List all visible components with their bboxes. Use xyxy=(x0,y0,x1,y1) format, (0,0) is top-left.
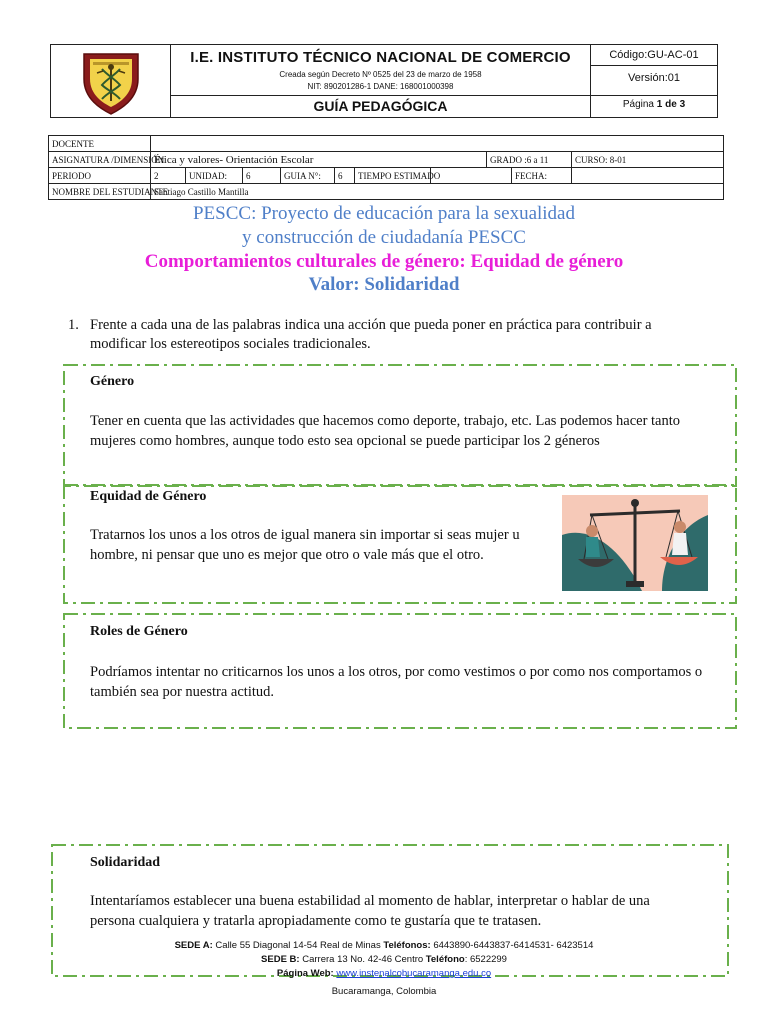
document-type: GUÍA PEDAGÓGICA xyxy=(313,98,448,114)
institution-name: I.E. INSTITUTO TÉCNICO NACIONAL DE COMERCIO xyxy=(190,49,571,66)
question-1 xyxy=(68,316,708,354)
footer-web: Página Web: www.instenalcobucaramanga.edu.co xyxy=(276,968,492,979)
gender-equality-scale-illustration xyxy=(562,495,708,591)
docente-value xyxy=(151,136,724,152)
row-periodo xyxy=(49,168,724,184)
valor-title: Valor: Solidaridad xyxy=(308,274,460,295)
answer-box-equidad xyxy=(62,483,738,605)
box-text[interactable]: Tratarnos los unos a los otros de igual manera sin importar si seas mujer u hombre, ni pensar que uno es mejor que otro o vale más que el otro. xyxy=(90,527,520,563)
guia-label: GUIA N°: xyxy=(281,168,335,184)
grado-label: GRADO :6 a 11 xyxy=(487,152,572,168)
tiempo-value xyxy=(431,168,512,184)
box-text[interactable]: Podríamos intentar no criticarnos los unos a los otros, por como vestimos o por como nos comportamos o también sea por nuestra actitud. xyxy=(90,664,703,700)
question-number: 1. xyxy=(68,317,79,333)
document-header xyxy=(50,44,718,118)
footer-sede-a: SEDE A: Calle 55 Diagonal 14-54 Real de Minas Teléfonos: 6443890-6443837-6414531- 6423514 xyxy=(174,940,594,951)
document-code: Código:GU-AC-01 xyxy=(609,49,699,61)
fecha-label: FECHA: xyxy=(512,168,572,184)
box-text[interactable]: Intentaríamos establecer una buena estabilidad al momento de hablar, interpretar o hablar de una persona cualquiera y tratarla apropiadamente como te gustaría que te tratasen. xyxy=(90,893,650,929)
unidad-label: UNIDAD: xyxy=(186,168,243,184)
title-line-2: y construcción de ciudadanía PESCC xyxy=(242,227,526,248)
page-number: Página 1 de 3 xyxy=(622,99,686,110)
box-text[interactable]: Tener en cuenta que las actividades que hacemos como deporte, trabajo, etc. Las podemos hacer tanto mujeres como hombres, aunque todo esto sea opcional se puede participar los 2 géneros xyxy=(90,413,681,449)
row-docente xyxy=(49,136,724,152)
box-heading: Género xyxy=(90,374,135,389)
periodo-value: 2 xyxy=(151,168,186,184)
asignatura-value: Ética y valores- Orientación Escolar xyxy=(151,152,487,168)
institution-decree: Creada según Decreto Nº 0525 del 23 de marzo de 1958 xyxy=(279,70,482,79)
tiempo-label: TIEMPO ESTIMADO xyxy=(355,168,431,184)
unidad-value: 6 xyxy=(243,168,281,184)
row-asignatura xyxy=(49,152,724,168)
question-text: Frente a cada una de las palabras indica una acción que pueda poner en práctica para contribuir a modificar los estereotipos sociales tradicionales. xyxy=(90,317,652,352)
answer-box-roles xyxy=(62,612,738,730)
document-version: Versión:01 xyxy=(628,72,680,84)
estudiante-label: NOMBRE DEL ESTUDIANTE xyxy=(49,184,151,200)
header-center xyxy=(171,45,591,117)
row-estudiante xyxy=(49,184,724,200)
institution-nit: NIT: 890201286-1 DANE: 168001000398 xyxy=(307,82,454,91)
asignatura-label: ASIGNATURA /DIMENSIÓN xyxy=(49,152,151,168)
info-table xyxy=(48,135,724,200)
school-crest-logo xyxy=(51,45,171,117)
footer-sede-b: SEDE B: Carrera 13 No. 42-46 Centro Teléfono: 6522299 xyxy=(261,954,507,965)
box-heading: Roles de Género xyxy=(90,624,188,639)
box-heading: Equidad de Género xyxy=(90,489,207,504)
guia-value: 6 xyxy=(335,168,355,184)
title-line-1: PESCC: Proyecto de educación para la sexualidad xyxy=(192,203,575,224)
website-link[interactable]: www.instenalcobucaramanga.edu.co xyxy=(336,968,492,979)
fecha-value xyxy=(572,168,724,184)
box-heading: Solidaridad xyxy=(90,855,161,870)
estudiante-value: Santiago Castillo Mantilla xyxy=(151,184,724,200)
subtitle: Comportamientos culturales de género: Equidad de género xyxy=(144,251,624,272)
footer-city: Bucaramanga, Colombia xyxy=(331,986,437,997)
logo-cell xyxy=(51,45,171,117)
docente-label: DOCENTE xyxy=(49,136,151,152)
answer-box-genero xyxy=(62,363,738,488)
periodo-label: PERIODO xyxy=(49,168,151,184)
header-right xyxy=(591,45,717,117)
curso-label: CURSO: 8-01 xyxy=(572,152,724,168)
